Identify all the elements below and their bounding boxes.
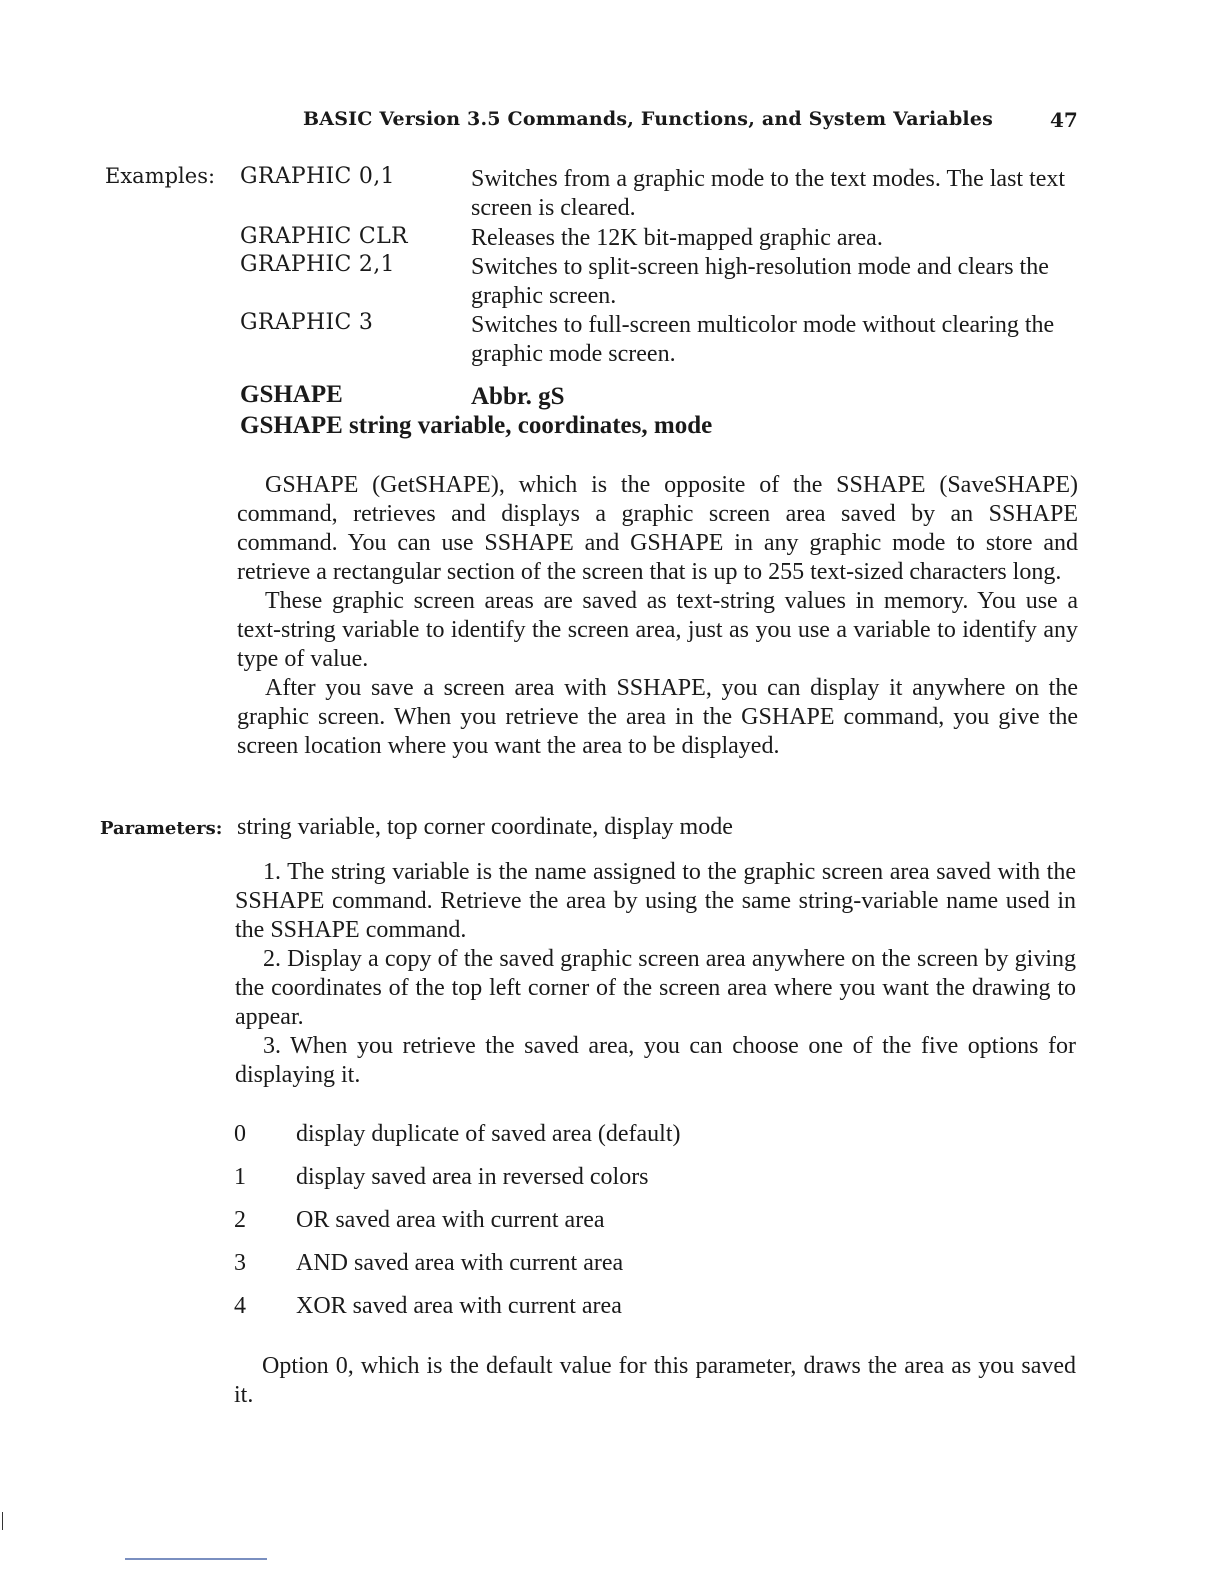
parameters-label: Parameters: bbox=[100, 818, 223, 839]
example-description: Releases the 12K bit-mapped graphic area. bbox=[471, 225, 883, 251]
command-abbreviation: Abbr. gS bbox=[471, 383, 565, 410]
example-description: Switches to split-screen high-resolution mode and clears the graphic screen. bbox=[471, 254, 1049, 309]
option-text: AND saved area with current area bbox=[296, 1250, 624, 1276]
examples-label: Examples: bbox=[105, 164, 216, 188]
command-name: GSHAPE bbox=[240, 381, 343, 408]
option-text: display saved area in reversed colors bbox=[296, 1164, 649, 1190]
description-paragraph: GSHAPE (GetSHAPE), which is the opposite of the SSHAPE (SaveSHAPE) command, retrieves and displays a graphic screen area saved by an SSHAPE command. You can use SSHAPE and GSHAPE in any graphic mode to store and retrieve a rectangular section of the screen that is up to 255 text-sized characters long. bbox=[237, 472, 1078, 585]
option-text: OR saved area with current area bbox=[296, 1207, 605, 1233]
closing-block bbox=[234, 1352, 1076, 1410]
example-code: GRAPHIC 2,1 bbox=[240, 252, 395, 277]
example-code: GRAPHIC 3 bbox=[240, 310, 374, 335]
option-text: display duplicate of saved area (default) bbox=[296, 1121, 681, 1147]
scan-edge-mark bbox=[2, 1512, 3, 1530]
parameters-summary: string variable, top corner coordinate, display mode bbox=[237, 814, 733, 840]
option-number: 1 bbox=[234, 1164, 246, 1190]
example-code: GRAPHIC CLR bbox=[240, 224, 408, 249]
description-paragraph: After you save a screen area with SSHAPE, you can display it anywhere on the graphic screen. When you retrieve the area in the GSHAPE command, you give the screen location where you want the area to be displayed. bbox=[237, 675, 1078, 759]
option-number: 3 bbox=[234, 1250, 246, 1276]
option-number: 4 bbox=[234, 1293, 246, 1319]
parameter-item: 2. Display a copy of the saved graphic screen area anywhere on the screen by giving the coordinates of the top left corner of the screen area where you want the drawing to appear. bbox=[235, 946, 1076, 1030]
command-syntax: GSHAPE string variable, coordinates, mode bbox=[240, 412, 713, 439]
description-block bbox=[237, 471, 1078, 761]
example-description: Switches to full-screen multicolor mode without clearing the graphic mode screen. bbox=[471, 312, 1055, 367]
parameter-item: 3. When you retrieve the saved area, you can choose one of the five options for displaying it. bbox=[235, 1033, 1076, 1088]
footer-rule bbox=[125, 1558, 267, 1560]
parameter-item: 1. The string variable is the name assigned to the graphic screen area saved with the SSHAPE command. Retrieve the area by using the same string-variable name used in the SSHAPE command. bbox=[235, 859, 1076, 943]
description-paragraph: These graphic screen areas are saved as text-string values in memory. You use a text-string variable to identify the screen area, just as you use a variable to identify any type of value. bbox=[237, 588, 1078, 672]
example-description: Switches from a graphic mode to the text modes. The last text screen is cleared. bbox=[471, 166, 1066, 221]
option-number: 2 bbox=[234, 1207, 246, 1233]
option-text: XOR saved area with current area bbox=[296, 1293, 622, 1319]
running-header-title: BASIC Version 3.5 Commands, Functions, and System Variables bbox=[303, 108, 994, 130]
parameters-list bbox=[235, 858, 1076, 1090]
page-number: 47 bbox=[1050, 108, 1078, 132]
example-code: GRAPHIC 0,1 bbox=[240, 164, 395, 189]
option-number: 0 bbox=[234, 1121, 246, 1147]
closing-paragraph: Option 0, which is the default value for this parameter, draws the area as you saved it. bbox=[234, 1353, 1076, 1408]
